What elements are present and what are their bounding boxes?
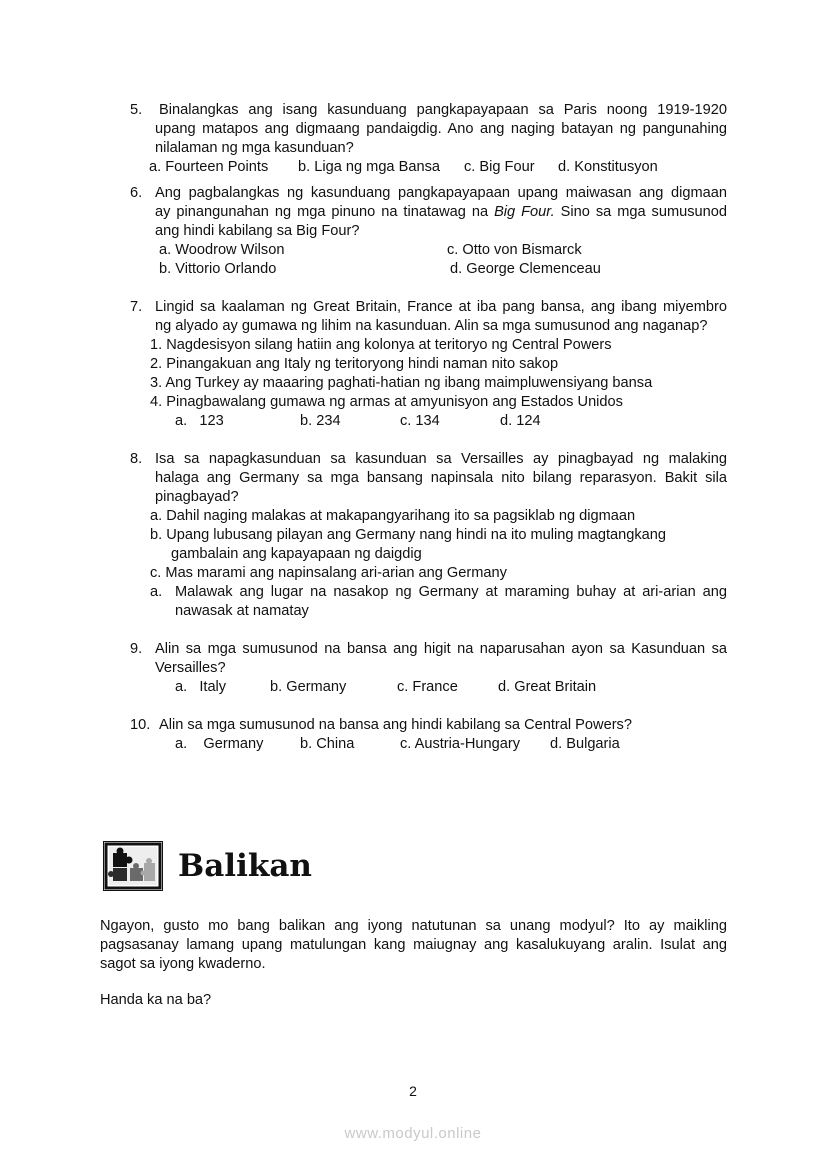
option-b: b. 234 (300, 413, 341, 429)
list-item: 2. Pinangakuan ang Italy ng teritoryong hindi naman nito sakop (150, 356, 559, 372)
question-text: Ang pagbalangkas ng kasunduang pangkapayapaan upang maiwasan ang digmaan (155, 185, 727, 201)
option-c: c. 134 (400, 413, 440, 429)
question-text: Alin sa mga sumusunod na bansa ang higit na naparusahan ayon sa Kasunduan sa (155, 641, 727, 657)
watermark: www.modyul.online (344, 1125, 482, 1142)
intro-paragraph: sagot sa iyong kwaderno. (100, 956, 266, 972)
question-number: 9. (130, 641, 143, 657)
option-d: d. George Clemenceau (450, 261, 601, 277)
question-number: 5. (130, 102, 143, 118)
option-c: c. Austria-Hungary (400, 736, 521, 752)
ready-prompt: Handa ka na ba? (100, 992, 212, 1008)
list-item: 4. Pinagbawalang gumawa ng armas at amyunisyon ang Estados Unidos (150, 394, 623, 410)
option-a: a. Germany (175, 736, 264, 752)
option-d: d. 124 (500, 413, 541, 429)
intro-paragraph: Ngayon, gusto mo bang balikan ang iyong natutunan sa unang modyul? Ito ay maikling (100, 918, 727, 934)
option-b: b. Upang lubusang pilayan ang Germany nang hindi na ito muling magtangkang (150, 527, 666, 543)
option-c: c. Otto von Bismarck (447, 242, 582, 258)
option-d-continued: nawasak at namatay (175, 603, 309, 619)
option-b: b. Liga ng mga Bansa (298, 159, 440, 175)
option-c: c. France (397, 679, 458, 695)
page-number: 2 (409, 1083, 417, 1099)
option-d: d. Great Britain (498, 679, 597, 695)
option-d: d. Konstitusyon (558, 159, 658, 175)
question-number: 6. (130, 185, 143, 201)
question-text: Alin sa mga sumusunod na bansa ang hindi kabilang sa Central Powers? (159, 717, 632, 733)
question-number: 7. (130, 299, 143, 315)
option-a: a. Dahil naging malakas at makapangyarihang ito sa pagsiklab ng digmaan (150, 508, 636, 524)
list-item: 1. Nagdesisyon silang hatiin ang kolonya at teritoryo ng Central Powers (150, 337, 612, 353)
question-text: Binalangkas ang isang kasunduang pangkapayapaan sa Paris noong 1919-1920 (159, 102, 727, 118)
question-text: ng alyado ay gumawa ng lihim na kasunduan. Alin sa mga sumusunod ang naganap? (155, 318, 708, 334)
option-d-letter: a. (150, 584, 163, 600)
option-d: d. Bulgaria (550, 736, 620, 752)
question-text: Lingid sa kaalaman ng Great Britain, France at iba pang bansa, ang ibang miyembro (155, 299, 727, 315)
question-text: Isa sa napagkasunduan sa kasunduan sa Versailles ay pinagbayad ng malaking (155, 451, 727, 467)
option-a: a. Fourteen Points (149, 159, 269, 175)
option-b: b. Vittorio Orlando (159, 261, 277, 277)
option-a: a. Italy (175, 679, 227, 695)
question-text: ay pinangunahan ng mga pinuno na tinatawag na Big Four. Sino sa mga sumusunod (155, 204, 728, 220)
list-item: 3. Ang Turkey ay maaaring paghati-hatian ng ibang maimpluwensiyang bansa (150, 375, 653, 391)
option-a: a. 123 (175, 413, 224, 429)
question-text: nilalaman ng mga kasunduan? (155, 140, 354, 156)
option-b: b. Germany (270, 679, 347, 695)
question-number: 8. (130, 451, 143, 467)
question-text: pinagbayad? (155, 489, 239, 505)
section-title: Balikan (178, 848, 312, 884)
option-a: a. Woodrow Wilson (159, 242, 285, 258)
option-d: Malawak ang lugar na nasakop ng Germany at maraming buhay at ari-arian ang (175, 584, 727, 600)
intro-paragraph: pagsasanay lamang upang matulungan kang maiugnay ang kasalukuyang aralin. Isulat ang (100, 937, 727, 953)
question-number: 10. (130, 717, 151, 733)
option-b: b. China (300, 736, 355, 752)
question-text: upang matapos ang digmaang pandaigdig. Ano ang naging batayan ng pangunahing (155, 121, 727, 137)
question-text: Versailles? (155, 660, 226, 676)
option-c: c. Big Four (464, 159, 535, 175)
option-b-continued: gambalain ang kapayapaan ng daigdig (171, 546, 422, 562)
question-text: halaga ang Germany sa mga bansang napinsala nito bilang reparasyon. Bakit sila (155, 470, 727, 486)
question-text: ang hindi kabilang sa Big Four? (155, 223, 360, 239)
option-c: c. Mas marami ang napinsalang ari-arian ang Germany (150, 565, 507, 581)
emphasis-big-four: Big Four. (494, 204, 555, 220)
puzzle-icon (103, 841, 163, 891)
